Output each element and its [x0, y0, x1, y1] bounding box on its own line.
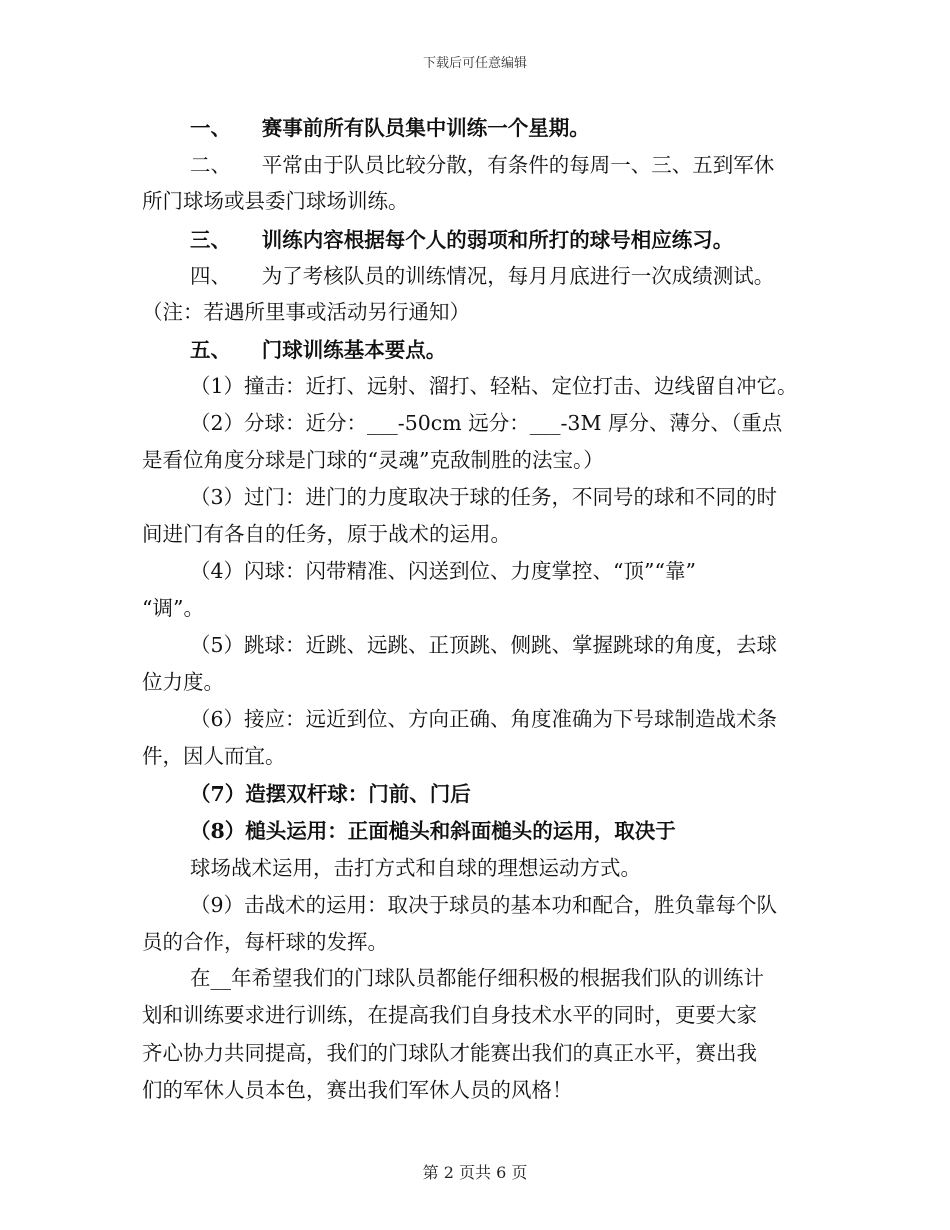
line-7: 五、 门球训练基本要点。 [190, 338, 447, 362]
line-11: （3）过门：进门的力度取决于球的任务，不同号的球和不同的时 [190, 485, 778, 509]
line-14: “调”。 [142, 596, 204, 620]
line-25: 划和训练要求进行训练，在提高我们自身技术水平的同时，更要大家 [142, 1003, 757, 1027]
line-8: （1）撞击：近打、远射、溜打、轻粘、定位打击、边线留自冲它。 [190, 374, 798, 398]
line-22: （9）击战术的运用：取决于球员的基本功和配合，胜负靠每个队 [190, 893, 778, 917]
line-2: 二、 平常由于队员比较分散，有条件的每周一、三、五到军休 [190, 153, 775, 177]
line-16: 位力度。 [142, 670, 224, 694]
line-19: （7）造摆双杆球：门前、门后 [190, 782, 471, 806]
line-15: （5）跳球：近跳、远跳、正顶跳、侧跳、掌握跳球的角度，去球 [190, 633, 778, 657]
line-21: 球场战术运用，击打方式和自球的理想运动方式。 [190, 856, 641, 880]
line-12: 间进门有各自的任务，原于战术的运用。 [142, 522, 511, 546]
line-1: 一、 赛事前所有队员集中训练一个星期。 [190, 116, 590, 140]
line-17: （6）接应：远近到位、方向正确、角度准确为下号球制造战术条 [190, 707, 778, 731]
line-20: （8）槌头运用：正面槌头和斜面槌头的运用，取决于 [190, 819, 676, 843]
line-10: 是看位角度分球是门球的“灵魂”克敌制胜的法宝。） [142, 448, 604, 472]
line-24: 在__年希望我们的门球队员都能仔细积极的根据我们队的训练计 [190, 966, 764, 990]
page-footer: 第 2 页共 6 页 [422, 1163, 528, 1182]
line-3: 所门球场或县委门球场训练。 [142, 189, 409, 213]
line-27: 们的军休人员本色，赛出我们军休人员的风格！ [142, 1078, 573, 1102]
line-23: 员的合作，每杆球的发挥。 [142, 930, 388, 954]
page-header: 下载后可任意编辑 [422, 56, 527, 71]
line-4: 三、 训练内容根据每个人的弱项和所打的球号相应练习。 [190, 228, 734, 252]
line-6: （注：若遇所里事或活动另行通知） [142, 300, 470, 324]
line-5: 四、 为了考核队员的训练情况，每月月底进行一次成绩测试。 [190, 264, 775, 288]
line-18: 件，因人而宜。 [142, 744, 286, 768]
line-9: （2）分球：近分：___-50cm 远分：___-3M 厚分、薄分、（重点 [190, 411, 783, 435]
line-13: （4）闪球：闪带精准、闪送到位、力度掌控、“顶”“靠” [190, 559, 696, 583]
line-26: 齐心协力共同提高，我们的门球队才能赛出我们的真正水平，赛出我 [142, 1041, 757, 1065]
